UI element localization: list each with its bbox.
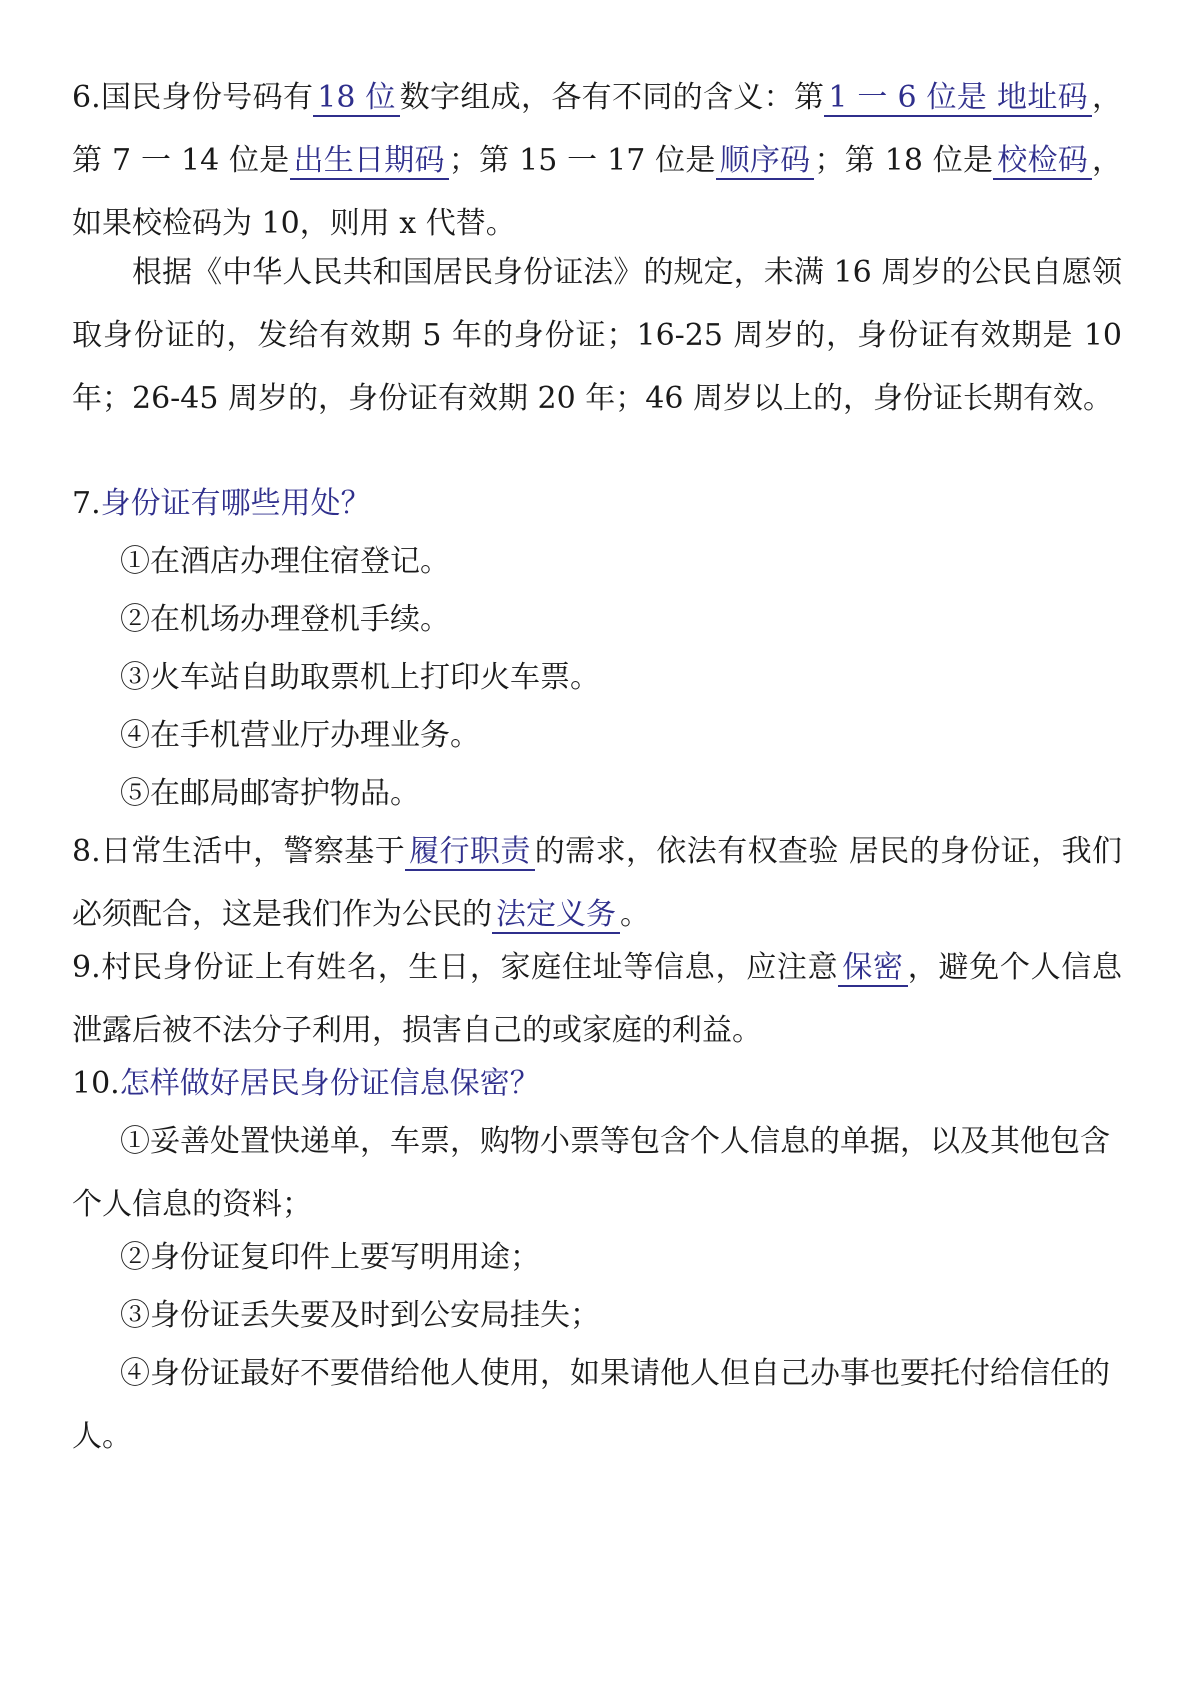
validity-paragraph: 根据《中华人民共和国居民身份证法》的规定，未满 16 周岁的公民自愿领取身份证的，发给有效期 5 年的身份证；16-25 周岁的，身份证有效期是 10 年；26-45 周岁的，身份证有效期 20 年；46 周岁以上的，身份证长期有效。 bbox=[72, 255, 1122, 416]
use-item: ⑤在邮局邮寄护物品。 bbox=[120, 776, 420, 811]
section-10-question: 10.怎样做好居民身份证信息保密？ bbox=[72, 1066, 540, 1101]
answer-address-code: 1 一 6 位是 地址码 bbox=[824, 80, 1092, 117]
section-8: 8.日常生活中，警察基于 履行职责 的需求，依法有权查验 居民的身份证，我们必须配合，这是我们作为公民的 法定义务 。 bbox=[72, 834, 1123, 932]
answer-duty: 履行职责 bbox=[405, 834, 535, 871]
answer-legal-obligation: 法定义务 bbox=[492, 897, 620, 934]
tip-item: ④身份证最好不要借给他人使用，如果请他人但自己办事也要托付给信任的人。 bbox=[72, 1356, 1110, 1454]
answer-sequence-code: 顺序码 bbox=[716, 143, 815, 180]
section-7-question: 7.身份证有哪些用处？ bbox=[72, 486, 371, 521]
answer-18-digits: 18 位 bbox=[313, 80, 399, 117]
tip-item: ②身份证复印件上要写明用途； bbox=[120, 1240, 540, 1275]
answer-birthdate-code: 出生日期码 bbox=[290, 143, 449, 180]
tip-item: ①妥善处置快递单，车票，购物小票等包含个人信息的单据，以及其他包含个人信息的资料； bbox=[72, 1124, 1110, 1222]
section-9: 9.村民身份证上有姓名，生日，家庭住址等信息，应注意 保密 ，避免个人信息泄露后被不法分子利用，损害自己的或家庭的利益。 bbox=[72, 950, 1123, 1048]
use-item: ①在酒店办理住宿登记。 bbox=[120, 544, 450, 579]
answer-confidentiality: 保密 bbox=[838, 950, 907, 987]
use-item: ②在机场办理登机手续。 bbox=[120, 602, 450, 637]
use-item: ③火车站自助取票机上打印火车票。 bbox=[120, 660, 600, 695]
answer-check-code: 校检码 bbox=[993, 143, 1092, 180]
use-item: ④在手机营业厅办理业务。 bbox=[120, 718, 480, 753]
tip-item: ③身份证丢失要及时到公安局挂失； bbox=[120, 1298, 600, 1333]
section-6: 6.国民身份号码有 18 位 数字组成，各有不同的含义：第 1 一 6 位是 地址码 ，第 7 一 14 位是 出生日期码 ；第 15 一 17 位是 顺序码 ；第 18 位是 校检码 ，如果校检码为 10，则用 x 代替。 bbox=[72, 80, 1123, 241]
